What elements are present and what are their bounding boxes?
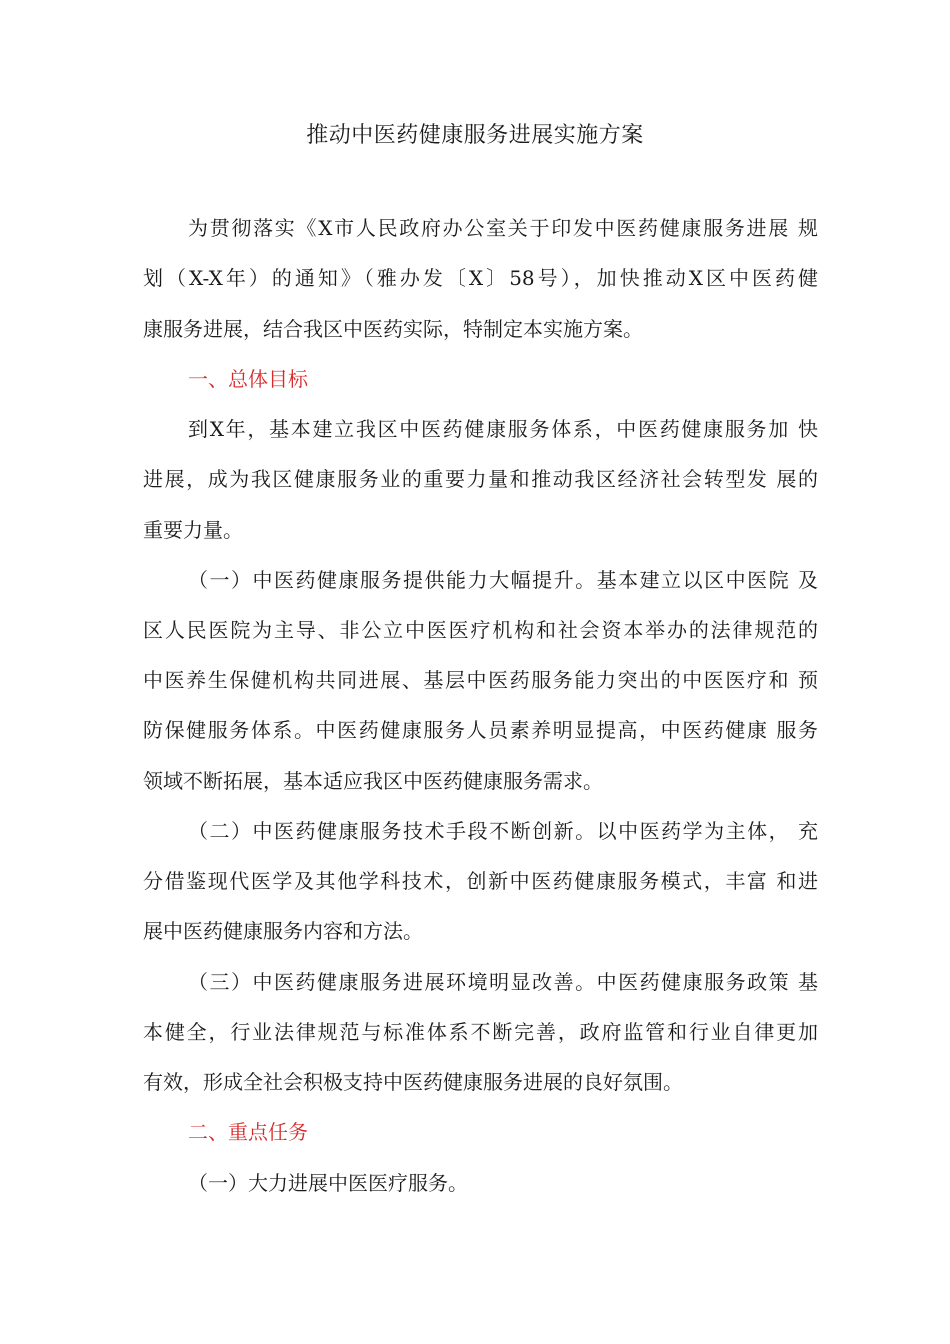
paragraph-line: （一）中医药健康服务提供能力大幅提升。基本建立以区中医院 及 [188,568,818,592]
paragraph-line: 分借鉴现代医学及其他学科技术，创新中医药健康服务模式，丰富 和进 [143,869,818,893]
paragraph-line: 有效，形成全社会积极支持中医药健康服务进展的良好氛围。 [143,1070,683,1094]
section-heading: 二、重点任务 [188,1120,308,1144]
paragraph-line: 领域不断拓展，基本适应我区中医药健康服务需求。 [143,769,603,793]
paragraph-line: 进展，成为我区健康服务业的重要力量和推动我区经济社会转型发 展的 [143,467,818,491]
paragraph-line: 重要力量。 [143,518,243,542]
paragraph-line: （二）中医药健康服务技术手段不断创新。以中医药学为主体， 充 [188,819,818,843]
section-heading: 一、总体目标 [188,367,308,391]
paragraph-line: 展中医药健康服务内容和方法。 [143,919,423,943]
paragraph-line: 区人民医院为主导、非公立中医医疗机构和社会资本举办的法律规范的 [143,618,818,642]
paragraph-line: 防保健服务体系。中医药健康服务人员素养明显提高，中医药健康 服务 [143,718,818,742]
paragraph-line: 为贯彻落实《X市人民政府办公室关于印发中医药健康服务进展 规 [188,216,818,240]
paragraph-line: 康服务进展，结合我区中医药实际，特制定本实施方案。 [143,317,643,341]
paragraph-line: 中医养生保健机构共同进展、基层中医药服务能力突出的中医医疗和 预 [143,668,818,692]
document-title: 推动中医药健康服务进展实施方案 [306,123,644,148]
paragraph-line: 划（X-X年）的通知》（雅办发〔X〕58号），加快推动X区中医药健 [143,266,818,290]
paragraph-line: （三）中医药健康服务进展环境明显改善。中医药健康服务政策 基 [188,970,818,994]
paragraph-line: 到X年，基本建立我区中医药健康服务体系，中医药健康服务加 快 [188,417,818,441]
paragraph-line: 本健全，行业法律规范与标准体系不断完善，政府监管和行业自律更加 [143,1020,818,1044]
subsection-heading: （一）大力进展中医医疗服务。 [188,1171,468,1195]
